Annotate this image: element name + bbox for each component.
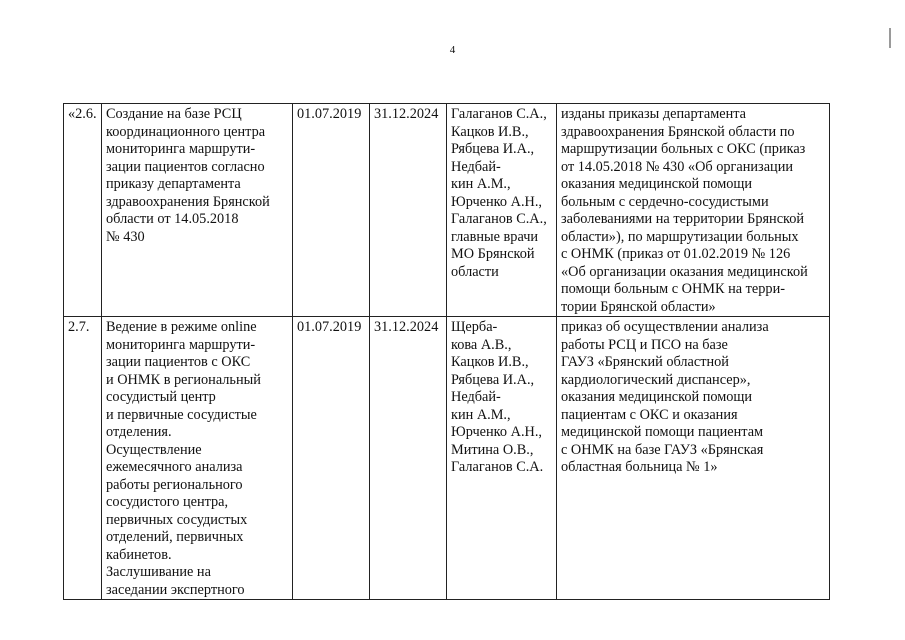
text-line: маршрутизации больных с ОКС (приказ [561,141,806,157]
text-line: кин А.М., [451,176,511,192]
text-line: отделения. [106,424,172,440]
text-line: мониторинга маршрути- [106,141,256,157]
text-line: Рябцева И.А., [451,141,535,157]
text-line: оказания медицинской помощи [561,389,753,405]
text-line: Галаганов С.А. [451,459,544,475]
text-line: пациентам с ОКС и оказания [561,406,738,423]
text-line: медицинской помощи пациентам [561,424,764,440]
text-line: с ОНМК на базе ГАУЗ «Брянская [561,441,764,458]
text-line: ежемесячного анализа [106,459,243,475]
text-line: изданы приказы департамента [561,106,747,122]
result-cell [557,104,830,317]
text-line: Кацков И.В., [451,123,529,140]
text-line: области от 14.05.2018 [106,211,239,227]
text-line: кин А.М., [451,406,511,423]
page-number: 4 [449,44,456,56]
text-line: работы РСЦ и ПСО на базе [561,336,728,353]
text-line: больным с сердечно-сосудистыми [561,193,769,210]
text-line: Юрченко А.Н., [451,193,542,210]
text-line: от 14.05.2018 № 430 «Об организации [561,158,794,175]
text-line: Галаганов С.А., [451,106,547,122]
text-line: здравоохранения Брянской [106,193,270,210]
end-date-cell: 31.12.2024 [370,317,447,600]
text-line: заболеваниями на территории Брянской [561,211,805,227]
text-line: главные врачи [451,228,539,245]
text-line: кабинетов. [106,546,172,563]
text-line: приказ об осуществлении анализа [561,319,769,335]
text-line: и первичные сосудистые [106,406,257,423]
end-date-cell: 31.12.2024 [370,104,447,317]
text-line: мониторинга маршрути- [106,336,256,353]
text-line: Ведение в режиме online [106,319,257,335]
text-line: области [451,263,499,280]
text-line: отделений, первичных [106,529,244,545]
measure-name-cell [102,104,293,317]
text-line: здравоохранения Брянской области по [561,123,795,140]
text-line: Недбай- [451,158,501,175]
text-line: Осуществление [106,441,202,458]
text-line: № 430 [106,228,145,245]
text-line: Щерба- [451,319,498,335]
responsible-cell [447,317,557,600]
item-number-cell: 2.7. [64,317,102,600]
text-line: Создание на базе РСЦ [106,106,242,122]
table-row [64,104,830,317]
text-line: Заслушивание на [106,564,211,580]
text-line: и ОНМК в региональный [106,371,261,388]
text-line: Юрченко А.Н., [451,424,542,440]
text-line: работы регионального [106,476,243,493]
responsible-cell [447,104,557,317]
text-line: Кацков И.В., [451,354,529,370]
text-line: координационного центра [106,123,266,140]
text-line: первичных сосудистых [106,511,248,528]
text-line: оказания медицинской помощи [561,176,753,192]
text-line: с ОНМК (приказ от 01.02.2019 № 126 [561,246,791,262]
text-line: зации пациентов с ОКС [106,354,251,370]
text-line: сосудистого центра, [106,494,229,510]
text-line: кардиологический диспансер», [561,371,751,388]
result-cell [557,317,830,600]
text-line: зации пациентов согласно [106,158,265,175]
text-line: МО Брянской [451,246,535,262]
start-date-cell: 01.07.2019 [293,104,370,317]
text-line: заседании экспертного [106,581,245,598]
text-line: Недбай- [451,389,501,405]
text-line: помощи больным с ОНМК на терри- [561,281,785,297]
text-line: Галаганов С.А., [451,211,547,227]
text-line: «Об организации оказания медицинской [561,263,808,280]
text-line: ГАУЗ «Брянский областной [561,354,729,370]
text-line: Рябцева И.А., [451,371,535,388]
text-line: областная больница № 1» [561,459,718,475]
text-line: области»), по маршрутизации больных [561,228,799,245]
item-number-cell: «2.6. [64,104,102,317]
measure-name-cell [102,317,293,600]
table-row [64,317,830,600]
text-line: Митина О.В., [451,441,534,458]
text-line: сосудистый центр [106,389,216,405]
measures-table [63,103,830,600]
start-date-cell: 01.07.2019 [293,317,370,600]
text-line: кова А.В., [451,336,512,353]
text-line: приказу департамента [106,176,241,192]
text-line: тории Брянской области» [561,298,716,315]
